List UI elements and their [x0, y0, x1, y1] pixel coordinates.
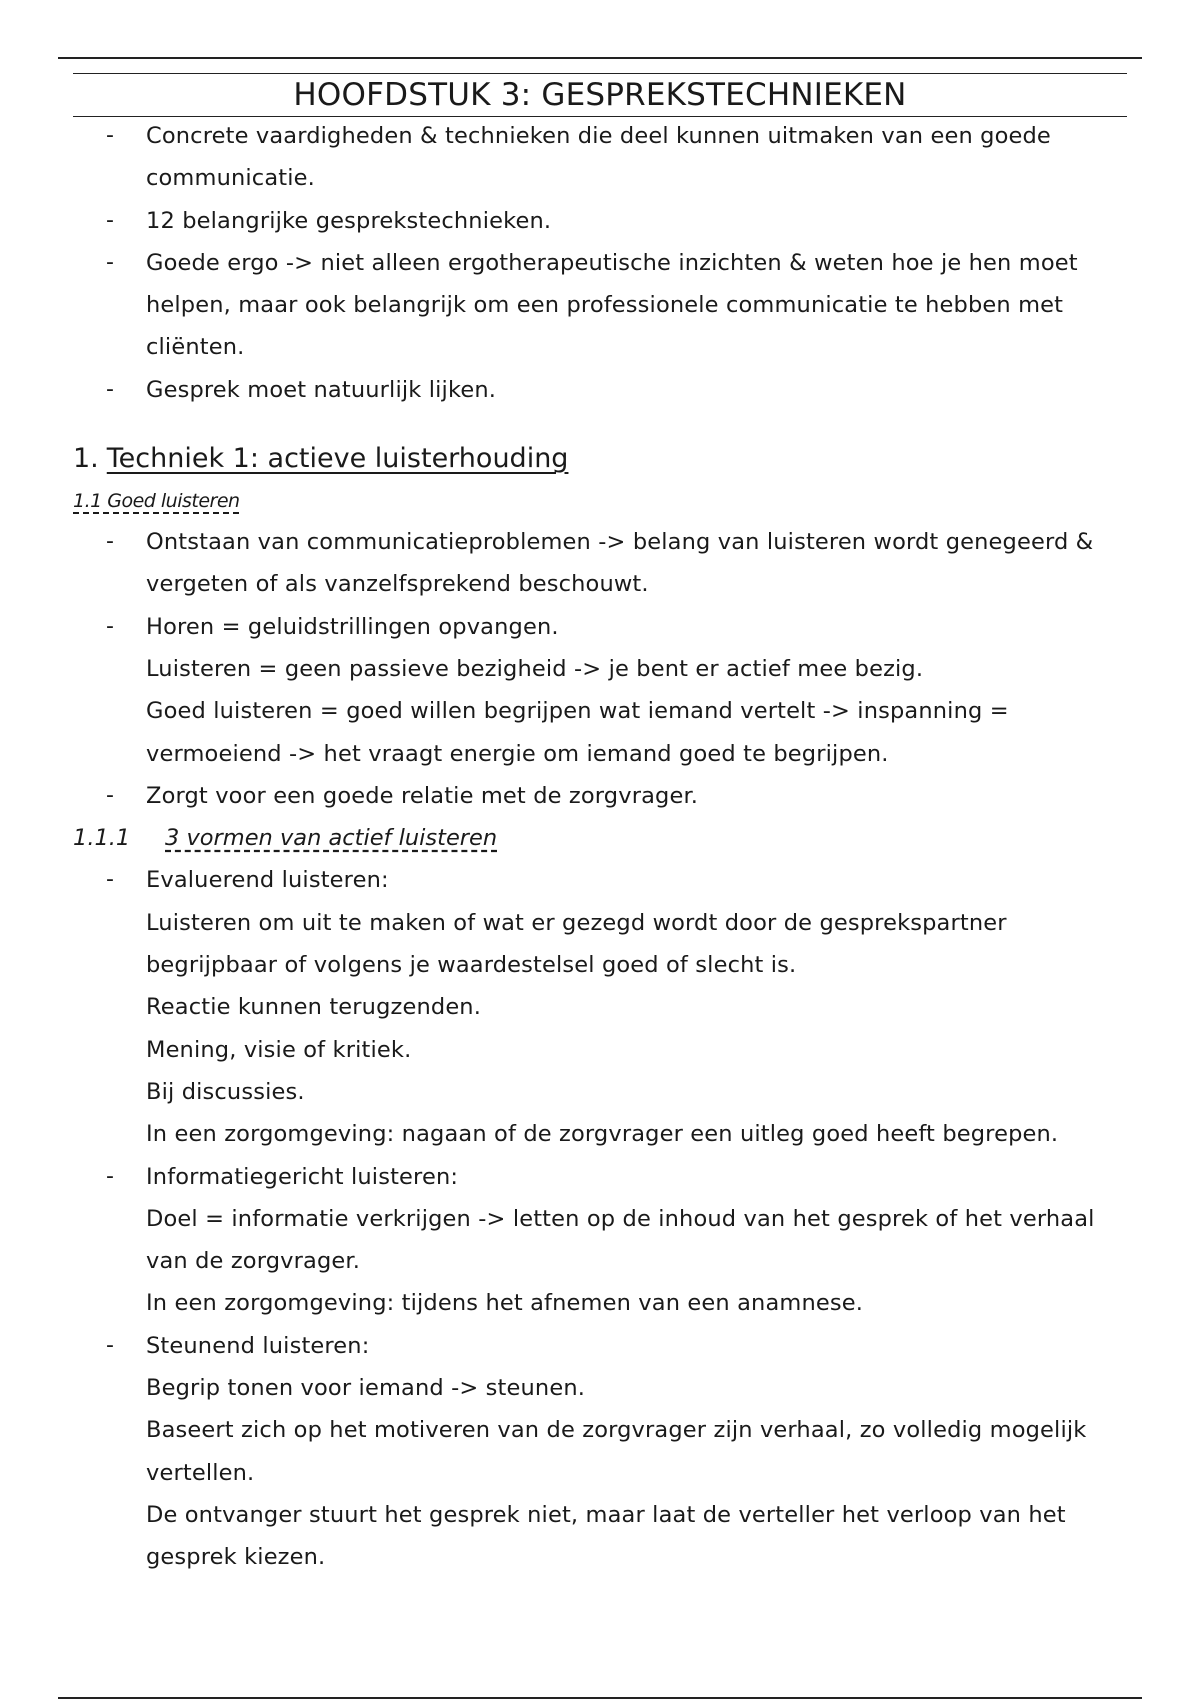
list-item	[0, 1325, 1200, 1579]
list-item-text: Steunend luisteren:	[146, 1332, 370, 1359]
actief-luisteren-list	[0, 859, 1200, 1578]
list-item-continuation: Luisteren = geen passieve bezigheid -> je bent er actief mee bezig.	[146, 655, 924, 682]
list-item-continuation: Doel = informatie verkrijgen -> letten op de inhoud van het gesprek of het verhaal van de zorgvrager.	[146, 1205, 1095, 1275]
subsubsection-number: 1.1.1	[73, 825, 131, 852]
list-item	[0, 775, 1200, 817]
list-item-continuation: Begrip tonen voor iemand -> steunen.	[146, 1375, 586, 1402]
dash-bullet: -	[106, 1332, 114, 1358]
list-item-text: Ontstaan van communicatieproblemen -> belang van luisteren wordt genegeerd & vergeten of als vanzelfsprekend beschouwt.	[146, 529, 1094, 598]
list-item-text: Goede ergo -> niet alleen ergotherapeutische inzichten & weten hoe je hen moet helpen, maar ook belangrijk om een professionele communicatie te hebben met cliënten.	[146, 249, 1078, 361]
section-heading-text: Techniek 1: actieve luisterhouding	[106, 443, 569, 475]
list-item	[0, 859, 1200, 1155]
spacer	[0, 411, 1200, 437]
list-item-text: Zorgt voor een goede relatie met de zorgvrager.	[146, 782, 699, 809]
list-item-text: 12 belangrijke gesprekstechnieken.	[146, 207, 552, 234]
page-top-rule	[58, 57, 1142, 59]
subsubsection-heading	[73, 817, 1200, 859]
list-item-continuation: Baseert zich op het motiveren van de zorgvrager zijn verhaal, zo volledig mogelijk vertellen.	[146, 1417, 1087, 1486]
dash-bullet: -	[106, 207, 114, 233]
list-item-text: Evaluerend luisteren:	[146, 867, 389, 894]
list-item-continuation: Luisteren om uit te maken of wat er gezegd wordt door de gesprekspartner begrijpbaar of volgens je waardestelsel goed of slecht is.	[146, 909, 1007, 979]
page-bottom-rule	[58, 1697, 1142, 1699]
list-item	[0, 521, 1200, 606]
dash-bullet: -	[106, 613, 114, 639]
list-item-continuation: In een zorgomgeving: nagaan of de zorgvrager een uitleg goed heeft begrepen.	[146, 1121, 1059, 1148]
list-item-text: Gesprek moet natuurlijk lijken.	[146, 376, 497, 403]
list-item	[0, 242, 1200, 369]
list-item	[0, 115, 1200, 200]
list-item-continuation: In een zorgomgeving: tijdens het afnemen van een anamnese.	[146, 1290, 864, 1317]
list-item	[0, 1156, 1200, 1325]
list-item	[0, 369, 1200, 411]
goed-luisteren-list	[0, 521, 1200, 817]
subsection-heading	[73, 481, 1200, 521]
list-item-continuation: Bij discussies.	[146, 1078, 305, 1105]
list-item-continuation: Goed luisteren = goed willen begrijpen wat iemand vertelt -> inspanning = vermoeiend -> het vraagt energie om iemand goed te begrijpen.	[146, 698, 1009, 767]
dash-bullet: -	[106, 867, 114, 893]
dash-bullet: -	[106, 529, 114, 555]
dash-bullet: -	[106, 782, 114, 808]
section-number: 1.	[73, 443, 99, 475]
intro-list	[0, 115, 1200, 411]
list-item-continuation: Reactie kunnen terugzenden.	[146, 994, 482, 1021]
section-heading	[73, 437, 1200, 481]
chapter-title: HOOFDSTUK 3: GESPREKSTECHNIEKEN	[73, 73, 1127, 117]
list-item-text: Concrete vaardigheden & technieken die deel kunnen uitmaken van een goede communicatie.	[146, 123, 1051, 192]
list-item	[0, 200, 1200, 242]
dash-bullet: -	[106, 376, 114, 402]
list-item	[0, 606, 1200, 775]
document-body	[0, 115, 1200, 1579]
dash-bullet: -	[106, 249, 114, 275]
list-item-text: Informatiegericht luisteren:	[146, 1163, 459, 1190]
subsubsection-heading-text: 3 vormen van actief luisteren	[165, 825, 498, 852]
dash-bullet: -	[106, 123, 114, 148]
subsection-heading-text: 1.1 Goed luisteren	[73, 490, 240, 513]
list-item-text: Horen = geluidstrillingen opvangen.	[146, 613, 559, 640]
dash-bullet: -	[106, 1163, 114, 1189]
list-item-continuation: De ontvanger stuurt het gesprek niet, maar laat de verteller het verloop van het gesprek kiezen.	[146, 1501, 1066, 1571]
list-item-continuation: Mening, visie of kritiek.	[146, 1036, 412, 1063]
